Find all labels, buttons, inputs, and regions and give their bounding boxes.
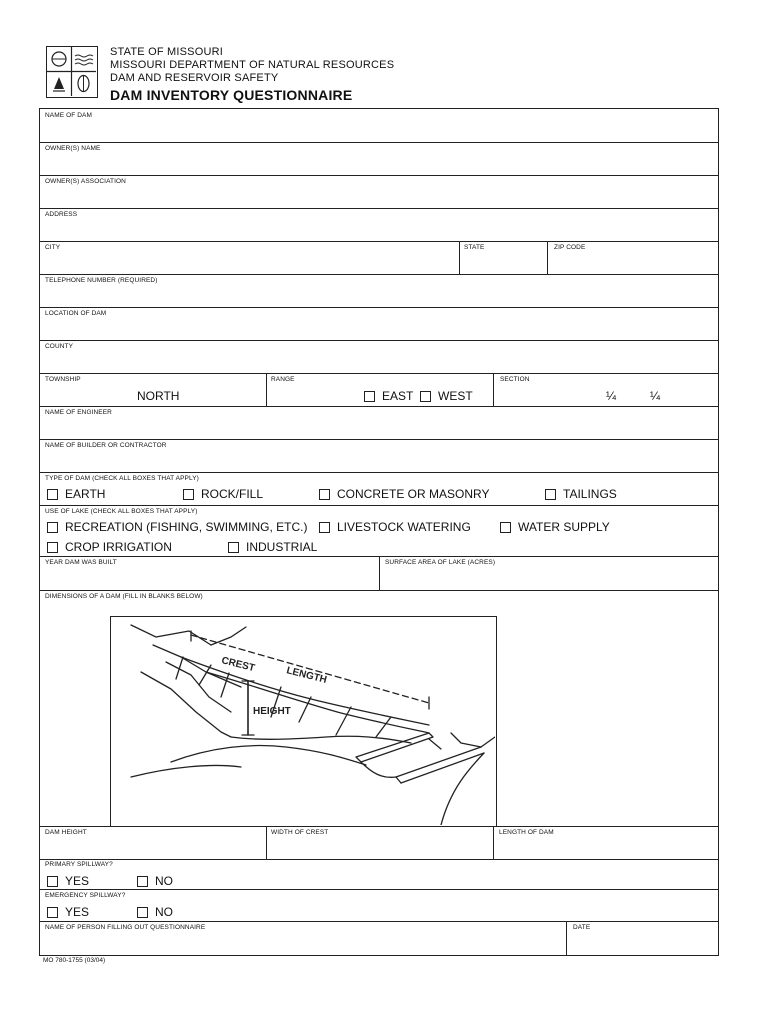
date-label: DATE xyxy=(573,924,591,931)
concrete-checkbox[interactable] xyxy=(319,487,489,501)
east-box[interactable] xyxy=(364,391,375,402)
builder-label: NAME OF BUILDER OR CONTRACTOR xyxy=(45,442,167,449)
emergency-yes-checkbox[interactable] xyxy=(47,905,89,919)
rockfill-box[interactable] xyxy=(183,489,194,500)
east-label: EAST xyxy=(382,389,414,403)
length-text: LENGTH xyxy=(285,665,328,686)
earth-checkbox[interactable] xyxy=(47,487,105,501)
crop-irrigation-label: CROP IRRIGATION xyxy=(65,540,172,554)
concrete-label: CONCRETE OR MASONRY xyxy=(337,487,490,501)
owners-association-label: OWNER(S) ASSOCIATION xyxy=(45,178,126,185)
primary-no-box[interactable] xyxy=(137,876,148,887)
range-label: RANGE xyxy=(271,376,295,383)
type-of-dam-label: TYPE OF DAM (CHECK ALL BOXES THAT APPLY) xyxy=(45,475,199,482)
township-label: TOWNSHIP xyxy=(45,376,81,383)
industrial-box[interactable] xyxy=(228,542,239,553)
earth-box[interactable] xyxy=(47,489,58,500)
telephone-label: TELEPHONE NUMBER (REQUIRED) xyxy=(45,277,158,284)
engineer-label: NAME OF ENGINEER xyxy=(45,409,112,416)
concrete-box[interactable] xyxy=(319,489,330,500)
name-of-dam-label: NAME OF DAM xyxy=(45,112,92,119)
primary-yes-label: YES xyxy=(65,874,90,888)
form-number: MO 780-1755 (03/04) xyxy=(43,957,106,964)
east-checkbox[interactable] xyxy=(364,389,413,403)
section-label: SECTION xyxy=(500,376,530,383)
livestock-label: LIVESTOCK WATERING xyxy=(337,520,471,534)
dam-illustration xyxy=(111,617,495,825)
earth-label: EARTH xyxy=(65,487,106,501)
questionnaire-form xyxy=(39,108,719,956)
dimensions-label: DIMENSIONS OF A DAM (FILL IN BLANKS BELOW) xyxy=(45,593,203,600)
person-filling-label: NAME OF PERSON FILLING OUT QUESTIONNAIRE xyxy=(45,924,206,931)
west-box[interactable] xyxy=(420,391,431,402)
tailings-checkbox[interactable] xyxy=(545,487,617,501)
surface-area-label: SURFACE AREA OF LAKE (ACRES) xyxy=(385,559,496,566)
recreation-label: RECREATION (FISHING, SWIMMING, ETC.) xyxy=(65,520,308,534)
state-label: STATE xyxy=(464,244,485,251)
industrial-checkbox[interactable] xyxy=(228,540,317,554)
livestock-box[interactable] xyxy=(319,522,330,533)
water-supply-checkbox[interactable] xyxy=(500,520,610,534)
tailings-label: TAILINGS xyxy=(563,487,617,501)
crop-irrigation-box[interactable] xyxy=(47,542,58,553)
emergency-no-checkbox[interactable] xyxy=(137,905,173,919)
tailings-box[interactable] xyxy=(545,489,556,500)
dnr-logo-icon xyxy=(47,47,96,96)
zip-label: ZIP CODE xyxy=(554,244,586,251)
length-of-dam-label: LENGTH OF DAM xyxy=(499,829,554,836)
header-program: DAM AND RESERVOIR SAFETY xyxy=(110,72,279,84)
year-built-label: YEAR DAM WAS BUILT xyxy=(45,559,117,566)
recreation-checkbox[interactable] xyxy=(47,520,307,534)
use-of-lake-label: USE OF LAKE (CHECK ALL BOXES THAT APPLY) xyxy=(45,508,198,515)
west-checkbox[interactable] xyxy=(420,389,473,403)
crest-text: CREST xyxy=(220,655,256,675)
width-of-crest-label: WIDTH OF CREST xyxy=(271,829,329,836)
dam-height-label: DAM HEIGHT xyxy=(45,829,87,836)
township-north-text: NORTH xyxy=(137,389,180,403)
primary-yes-checkbox[interactable] xyxy=(47,874,89,888)
height-text: HEIGHT xyxy=(253,706,291,717)
city-label: CITY xyxy=(45,244,61,251)
emergency-yes-label: YES xyxy=(65,905,90,919)
quarter-one-text: ¼ xyxy=(606,389,617,403)
rockfill-label: ROCK/FILL xyxy=(201,487,264,501)
recreation-box[interactable] xyxy=(47,522,58,533)
page-title: DAM INVENTORY QUESTIONNAIRE xyxy=(110,87,353,103)
primary-no-checkbox[interactable] xyxy=(137,874,173,888)
west-label: WEST xyxy=(438,389,473,403)
primary-no-label: NO xyxy=(155,874,173,888)
rockfill-checkbox[interactable] xyxy=(183,487,263,501)
owners-name-label: OWNER(S) NAME xyxy=(45,145,101,152)
water-supply-box[interactable] xyxy=(500,522,511,533)
emergency-yes-box[interactable] xyxy=(47,907,58,918)
water-supply-label: WATER SUPPLY xyxy=(518,520,610,534)
dnr-logo xyxy=(46,46,98,98)
address-label: ADDRESS xyxy=(45,211,78,218)
quarter-two-text: ¼ xyxy=(650,389,661,403)
livestock-checkbox[interactable] xyxy=(319,520,471,534)
header-state: STATE OF MISSOURI xyxy=(110,46,223,58)
primary-yes-box[interactable] xyxy=(47,876,58,887)
emergency-no-box[interactable] xyxy=(137,907,148,918)
primary-spillway-label: PRIMARY SPILLWAY? xyxy=(45,861,113,868)
emergency-no-label: NO xyxy=(155,905,173,919)
header-department: MISSOURI DEPARTMENT OF NATURAL RESOURCES xyxy=(110,59,395,71)
location-label: LOCATION OF DAM xyxy=(45,310,107,317)
crop-irrigation-checkbox[interactable] xyxy=(47,540,172,554)
county-label: COUNTY xyxy=(45,343,74,350)
industrial-label: INDUSTRIAL xyxy=(246,540,318,554)
dam-diagram xyxy=(110,616,497,827)
emergency-spillway-label: EMERGENCY SPILLWAY? xyxy=(45,892,126,899)
